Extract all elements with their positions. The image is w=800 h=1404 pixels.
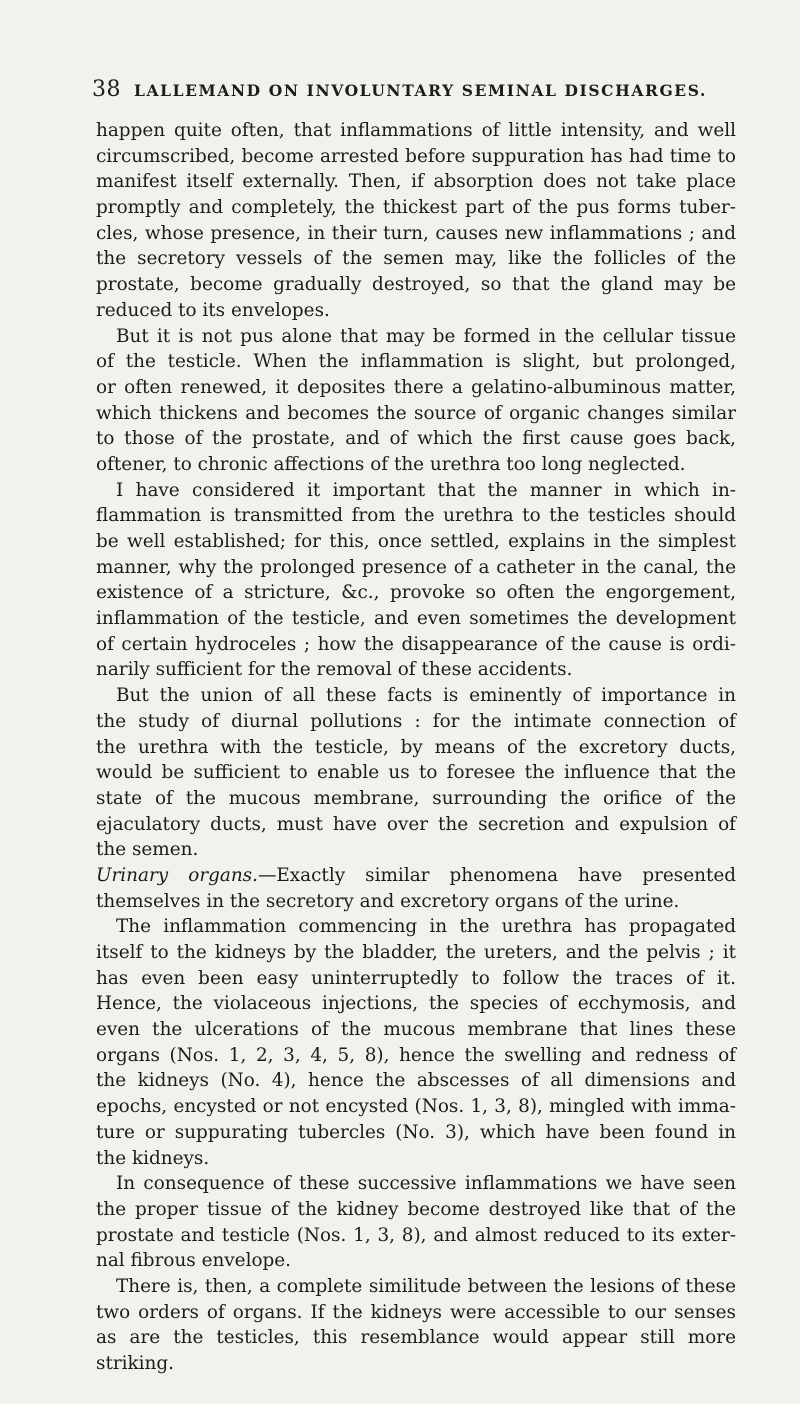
text-line — [96, 1300, 736, 1326]
text-line — [96, 503, 736, 529]
line-text: manner, why the prolonged presence of a catheter in the canal, the — [96, 556, 736, 578]
text-line — [96, 529, 736, 555]
text-line — [96, 632, 736, 658]
line-text: be well established; for this, once settled, explains in the simplest — [96, 531, 736, 552]
text-line — [96, 221, 736, 247]
text-line — [96, 914, 736, 940]
line-text: Hence, the violaceous injections, the species of ecchymosis, and — [96, 993, 736, 1015]
text-line — [96, 349, 736, 375]
line-text: of certain hydroceles ; how the disappearance of the cause is ordi- — [96, 633, 736, 655]
line-text: existence of a stricture, &c., provoke so often the engorgement, — [96, 582, 736, 604]
text-line — [96, 1197, 736, 1223]
text-line — [96, 1068, 736, 1094]
line-text: striking. — [96, 1353, 174, 1374]
text-line — [96, 118, 736, 144]
text-line — [96, 786, 736, 812]
text-line — [96, 324, 736, 350]
text-line — [96, 478, 736, 504]
text-line — [96, 580, 736, 606]
line-text: or often renewed, it deposites there a gelatino-albuminous matter, — [96, 376, 736, 398]
text-line — [96, 966, 736, 992]
line-text: even the ulcerations of the mucous membrane that lines these — [96, 1019, 736, 1041]
line-text: themselves in the secretory and excretory organs of the urine. — [96, 890, 680, 912]
text-line — [96, 889, 736, 915]
line-text: oftener, to chronic affections of the urethra too long neglected. — [96, 453, 686, 475]
line-text: narily sufficient for the removal of these accidents. — [96, 659, 573, 681]
text-line — [96, 1248, 736, 1274]
line-text: ture or suppurating tubercles (No. 3), which have been found in — [96, 1121, 736, 1143]
text-line — [96, 1223, 736, 1249]
line-text: nal fibrous envelope. — [96, 1250, 292, 1272]
section-heading: Urinary organs. — [96, 864, 258, 886]
text-line — [96, 1171, 736, 1197]
body-text — [96, 118, 736, 1377]
line-text: would be sufficient to enable us to foresee the influence that the — [96, 762, 736, 784]
text-line — [96, 863, 736, 889]
line-text: circumscribed, become arrested before suppuration has had time to — [96, 145, 736, 167]
page-header — [92, 77, 732, 105]
text-line — [96, 298, 736, 324]
line-text: I have considered it important that the manner in which in- — [116, 479, 736, 501]
line-text: prostate and testicle (Nos. 1, 3, 8), and almost reduced to its exter- — [96, 1224, 736, 1246]
line-text: cles, whose presence, in their turn, causes new inflammations ; and — [96, 222, 736, 244]
line-text: of the testicle. When the inflammation is slight, but prolonged, — [96, 351, 736, 373]
text-line — [96, 657, 736, 683]
line-text: the study of diurnal pollutions : for the intimate connection of — [96, 710, 736, 732]
running-head: LALLEMAND ON INVOLUNTARY SEMINAL DISCHARGES. — [134, 81, 707, 100]
line-text: to those of the prostate, and of which the first cause goes back, — [96, 428, 736, 450]
text-line — [96, 812, 736, 838]
line-text: flammation is transmitted from the urethra to the testicles should — [96, 505, 736, 527]
page-number: 38 — [92, 77, 121, 102]
line-text: the urethra with the testicle, by means of the excretory ducts, — [96, 736, 736, 758]
text-line — [96, 375, 736, 401]
line-text: But the union of all these facts is eminently of importance in — [116, 685, 736, 707]
text-line — [96, 195, 736, 221]
text-line — [96, 709, 736, 735]
line-text: which thickens and becomes the source of organic changes similar — [96, 402, 736, 424]
line-text: two orders of organs. If the kidneys were accessible to our senses — [96, 1301, 736, 1323]
text-line — [96, 683, 736, 709]
text-line — [96, 401, 736, 427]
line-text: manifest itself externally. Then, if absorption does not take place — [96, 171, 736, 193]
text-line — [96, 1043, 736, 1069]
line-text: But it is not pus alone that may be formed in the cellular tissue — [116, 325, 736, 347]
text-line — [96, 1325, 736, 1351]
text-line — [96, 426, 736, 452]
text-line — [96, 940, 736, 966]
text-line — [96, 1094, 736, 1120]
line-text: inflammation of the testicle, and even sometimes the development — [96, 608, 736, 630]
text-line — [96, 272, 736, 298]
line-text: happen quite often, that inflammations of little intensity, and well — [96, 120, 736, 141]
text-line — [96, 991, 736, 1017]
line-text: the kidneys (No. 4), hence the abscesses of all dimensions and — [96, 1070, 736, 1092]
text-line — [96, 735, 736, 761]
text-line — [96, 246, 736, 272]
text-line — [96, 837, 736, 863]
line-text: promptly and completely, the thickest part of the pus forms tuber- — [96, 197, 736, 219]
line-text: In consequence of these successive inflammations we have seen — [116, 1173, 736, 1195]
line-text: —Exactly similar phenomena have presented — [257, 864, 736, 886]
line-text: There is, then, a complete similitude between the lesions of these — [116, 1275, 736, 1297]
line-text: the proper tissue of the kidney become destroyed like that of the — [96, 1198, 736, 1220]
line-text: ejaculatory ducts, must have over the secretion and expulsion of — [96, 813, 736, 835]
text-line — [96, 1274, 736, 1300]
line-text: itself to the kidneys by the bladder, the ureters, and the pelvis ; it — [96, 942, 736, 963]
line-text: organs (Nos. 1, 2, 3, 4, 5, 8), hence the swelling and redness of — [96, 1044, 736, 1066]
text-line — [96, 144, 736, 170]
text-line — [96, 760, 736, 786]
line-text: as are the testicles, this resemblance would appear still more — [96, 1327, 736, 1349]
line-text: state of the mucous membrane, surrounding the orifice of the — [96, 787, 736, 809]
line-text: prostate, become gradually destroyed, so that the gland may be — [96, 274, 736, 296]
line-text: The inflammation commencing in the urethra has propagated — [116, 916, 736, 938]
text-line — [96, 452, 736, 478]
line-text: the secretory vessels of the semen may, like the follicles of the — [96, 248, 736, 270]
line-text: epochs, encysted or not encysted (Nos. 1, 3, 8), mingled with imma- — [96, 1096, 736, 1118]
text-line — [96, 1351, 736, 1377]
text-line — [96, 606, 736, 632]
line-text: has even been easy uninterruptedly to follow the traces of it. — [96, 967, 736, 989]
text-line — [96, 555, 736, 581]
text-line — [96, 1146, 736, 1172]
line-text: reduced to its envelopes. — [96, 299, 330, 321]
text-line — [96, 1120, 736, 1146]
line-text: the kidneys. — [96, 1147, 210, 1169]
text-line — [96, 1017, 736, 1043]
line-text: the semen. — [96, 839, 199, 861]
text-line — [96, 169, 736, 195]
